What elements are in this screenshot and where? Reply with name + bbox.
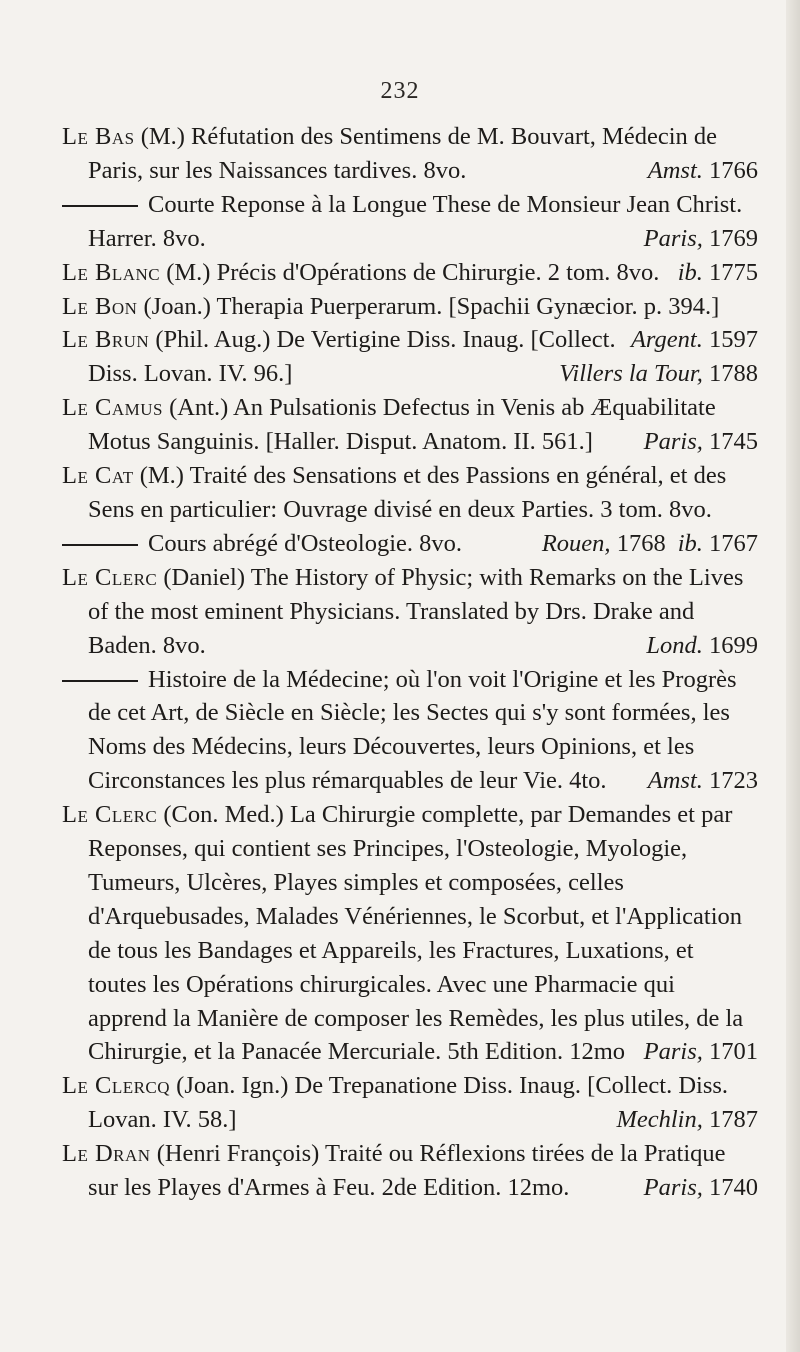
entry-text: (M.) Précis d'Opérations de Chirurgie. 2 tom. 8vo.: [160, 258, 660, 286]
entry-year: 1766: [709, 156, 758, 184]
entry-place: Lond.: [646, 631, 703, 659]
entry-year: 1767: [709, 529, 758, 557]
entry-year: 1701: [709, 1038, 758, 1066]
entry-place: Villers la Tour,: [559, 360, 703, 388]
entry-place: Rouen,: [541, 529, 611, 557]
bib-entry: [62, 663, 758, 799]
entry-place: ib.: [677, 529, 703, 557]
bib-entry: [62, 527, 758, 561]
entry-year: 1787: [709, 1106, 758, 1134]
bib-entry: [62, 120, 758, 188]
entry-author: Le Brun: [62, 326, 150, 354]
bibliography-entries: [62, 120, 758, 1205]
entry-author: Le Clercq: [62, 1072, 171, 1100]
entry-text: (Henri François) Traité ou Réflexions tirées de la Pratique sur les Playes d'Armes à Feu. 2de Edition. 12mo.: [88, 1140, 726, 1202]
entry-author: Le Bon: [62, 292, 138, 320]
entry-year: 1768: [616, 529, 666, 557]
entry-place: Amst.: [647, 767, 703, 795]
bib-entry: [62, 798, 758, 1069]
entry-year: 1769: [709, 224, 758, 252]
entry-place: Mechlin,: [616, 1106, 703, 1134]
entry-text: (Phil. Aug.) De Vertigine Diss. Inaug. [Collect. Diss. Lovan. IV. 96.]: [88, 326, 616, 388]
entry-text: (Joan.) Therapia Puerperarum. [Spachii Gynæcior. p. 394.]: [137, 292, 720, 320]
entry-year: 1775: [709, 258, 758, 286]
entry-year: 1723: [709, 767, 758, 795]
entry-author: Le Clerc: [62, 801, 158, 829]
entry-place: Paris,: [643, 1174, 703, 1202]
entry-author: Le Bas: [62, 123, 135, 150]
entry-author: Le Dran: [62, 1140, 151, 1168]
entry-place: Amst.: [647, 156, 703, 184]
entry-author: Le Cat: [62, 462, 134, 490]
bib-entry: [62, 188, 758, 256]
entry-text: (Ant.) An Pulsationis Defectus in Venis ab Æquabilitate Motus Sanguinis. [Haller. Disput. Anatom. II. 561.]: [88, 394, 716, 456]
page-edge: [786, 0, 800, 1352]
entry-place: Paris,: [643, 1038, 703, 1066]
ditto-rule: [62, 205, 138, 207]
bib-entry: [62, 391, 758, 459]
bib-entry: [62, 1137, 758, 1205]
entry-place: ib.: [677, 258, 703, 286]
entry-text: Histoire de la Médecine; où l'on voit l'Origine et les Progrès de cet Art, de Siècle en Siècle; les Sectes qui s'y sont formées, les Noms des Médecins, leurs Découvertes, leurs Opinions, et les Circonstances les plus rémarquables de leur Vie. 4to.: [88, 665, 737, 795]
bib-entry: [62, 256, 758, 290]
entry-year: 1788: [709, 360, 758, 388]
entry-place: Argent.: [630, 326, 703, 354]
entry-year: 1699: [709, 631, 758, 659]
entry-author: Le Clerc: [62, 563, 158, 591]
entry-text: (Con. Med.) La Chirurgie complette, par Demandes et par Reponses, qui contient ses Principes, l'Osteologie, Myologie, Tumeurs, Ulcères, Playes simples et composées, celles d'Arquebusades, Malades Vénériennes, le Scorbut, et l'Application de tous les Bandages et Appareils, les Fractures, Luxations, et toutes les Opérations chirurgicales. Avec une Pharmacie qui apprend la Manière de composer les Remèdes, les plus utiles, de la Chirurgie, et la Panacée Mercuriale. 5th Edition. 12mo: [88, 801, 744, 1066]
entry-year: 1597: [709, 326, 758, 354]
entry-text: (Joan. Ign.) De Trepanatione Diss. Inaug. [Collect. Diss. Lovan. IV. 58.]: [88, 1072, 729, 1134]
ditto-rule: [62, 680, 138, 682]
entry-text: Courte Reponse à la Longue These de Monsieur Jean Christ. Harrer. 8vo.: [88, 190, 743, 252]
entry-year: 1745: [709, 428, 758, 456]
entry-text: (Daniel) The History of Physic; with Remarks on the Lives of the most eminent Physicians. Translated by Drs. Drake and Baden. 8vo.: [88, 563, 744, 659]
bib-entry: [62, 561, 758, 663]
entry-text: (M.) Traité des Sensations et des Passions en général, et des Sens en particulier: Ouvrage divisé en deux Parties. 3 tom. 8vo.: [88, 462, 727, 523]
ditto-rule: [62, 544, 138, 546]
bib-entry: [62, 1069, 758, 1137]
entry-author: Le Camus: [62, 394, 163, 422]
entry-text: (M.) Réfutation des Sentimens de M. Bouvart, Médecin de Paris, sur les Naissances tardives. 8vo.: [88, 123, 717, 184]
entry-place: Paris,: [643, 224, 703, 252]
entry-author: Le Blanc: [62, 258, 161, 286]
entry-text: Cours abrégé d'Osteologie. 8vo.: [148, 529, 463, 557]
page-number: 232: [380, 78, 420, 104]
entry-place: Paris,: [643, 428, 703, 456]
entry-year: 1740: [709, 1174, 758, 1202]
